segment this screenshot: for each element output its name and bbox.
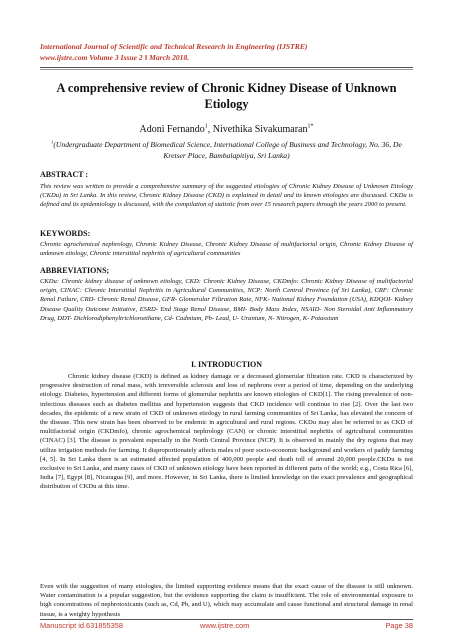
abbreviations-heading: ABBREVIATIONS; xyxy=(40,266,110,275)
introduction-heading: I. INTRODUCTION xyxy=(190,360,263,369)
author-list: Adoni Fernando$^1$, Nivethika Sivakumaran$^{1*}$ xyxy=(139,123,314,135)
page-footer xyxy=(40,621,413,633)
journal-issue: www.ijstre.com Volume 3 Issue 2 ǁ March 2018. xyxy=(40,53,190,62)
abstract-heading: ABSTRACT : xyxy=(40,170,89,179)
keywords-heading: KEYWORDS: xyxy=(40,229,91,238)
author-affiliation-mark: 1* xyxy=(307,123,314,130)
page-number: Page 38 xyxy=(385,621,413,630)
affiliation-mark: 1 xyxy=(51,139,54,145)
header-rule-thin xyxy=(40,69,413,70)
journal-name: International Journal of Scientific and Technical Research in Engineering (IJSTRE) xyxy=(40,42,308,51)
header-rule xyxy=(40,67,413,68)
introduction-paragraph-2: Even with the suggestion of many etiologies, the limited supporting evidence means that the exact cause of the disease is still unknown. Water contamination is a popular suggestion, but the evidence supporting the claim is insufficient. The role of environmental exposure to high concentrations of nephrotoxicants (such as, Cd, Pb, and U), which may accumulate and cause functional and structural damage in renal tissue, is a weighty hypothesis xyxy=(40,583,413,618)
paper-title: A comprehensive review of Chronic Kidney Disease of Unknown Etiology xyxy=(56,81,397,111)
introduction-paragraph-1: Chronic kidney disease (CKD) is defined as kidney damage or a decreased glomerular filtration rate. CKD is characterized by progressive destruction of renal mass, with irreversible sclerosis and loss of nephrons over a period of time, depending on the underlying etiology. Diabetes, hypertension and different forms of glomerular nephritis are known etiologies of CKD[1]. The rising prevalence of non-infectious diseases such as diabetes mellitus and hypertension suggests that CKD incidence will continue to rise [2]. Over the last two decades, the epidemic of a new strain of CKD of unknown etiology in rural farming communities of Sri Lanka, has elevated the concern of the disease. This new strain has been observed to be endemic in agricultural and rural regions. CKDu may also be referred to as CKD of multifactorial origin (CKDmfo), chronic agrochemical nephrology (CAN) or chronic interstitial nephritis of agricultural communities (CINAC) [3]. The disease is prevalent especially in the North Central Province (NCP). It is observed in mainly the dry regions that may utilize irrigation methods for farming. It disproportionately affects males of poor socio-economic background and workers of paddy farming [4, 5]. In Sri Lanka there is an estimated affected population of 400,000 people and death toll of around 20,000 people.CKDu is not exclusive to Sri Lanka, and many cases of CKD of unknown etiology have been reported in different parts of the world; e.g., Costa Rica [6], India [7], Egypt [8], Nicaragua [9], and more. However, in Sri Lanka, there is limited knowledge on the exact prevalence and geographical distribution of CKDu at this time. xyxy=(40,373,413,491)
footer-rule xyxy=(40,619,413,620)
author-name: Adoni Fernando xyxy=(139,124,205,135)
manuscript-id: Manuscript id.631855358 xyxy=(40,621,123,630)
abstract-text: This review was written to provide a comprehensive summary of the suggested etiologies of Chronic Kidney Disease of Unknown Etiology (CKDu) in Sri Lanka. In this review, Chronic Kidney Disease (CKD) is explained in detail and its known etiologies are discussed. CKDu is defined and its epidemiology is discussed, with the compilation of statistic from over 15 research papers through the years 2000 to present. xyxy=(40,183,413,209)
author-affiliation-mark: 1 xyxy=(204,123,208,130)
affiliation-text: (Undergraduate Department of Biomedical Science, International College of Business and Technology, No. 36, De Kretser Place, Bambalapitiya, Sri Lanka) xyxy=(53,140,402,160)
affiliation xyxy=(40,139,413,161)
keywords-text: Chronic agrochemical nephrology, Chronic Kidney Disease, Chronic Kidney Disease of multifactorial origin, Chronic Kidney Disease of unknown etiology, Chronic interstitial nephritis of agricultural communities xyxy=(40,241,413,258)
author-name: Nivethika Sivakumaran xyxy=(212,124,308,135)
journal-website: www.ijstre.com xyxy=(200,621,250,630)
abbreviations-text: CKDu: Chronic kidney disease of unknown etiology, CKD: Chronic Kidney Disease, CKDmfo: Chronic Kidney Disease of multifactorial origin, CINAC: Chronic Interstitial Nephritis in Agricultural Communities, NCP: North Central Province (of Sri Lanka), CRF: Chronic Renal Failure, CRD- Chronic Renal Disease, GFR- Glomerular Filtration Rate, NFK- National Kidney Foundation (USA), KDQOI- Kidney Disease Quality Outcome Initiative, ESRD- End Stage Renal Disease, BMI- Body Mass Index, NSAID- Non Steroidal Anti Inflammatory Drug, DDT- Dichlorodiphenyltrichloroethane, Cd- Cadmium, Pb- Lead, U- Uranium, N- Nitrogen, K- Potassium xyxy=(40,278,413,322)
journal-header xyxy=(40,41,420,63)
